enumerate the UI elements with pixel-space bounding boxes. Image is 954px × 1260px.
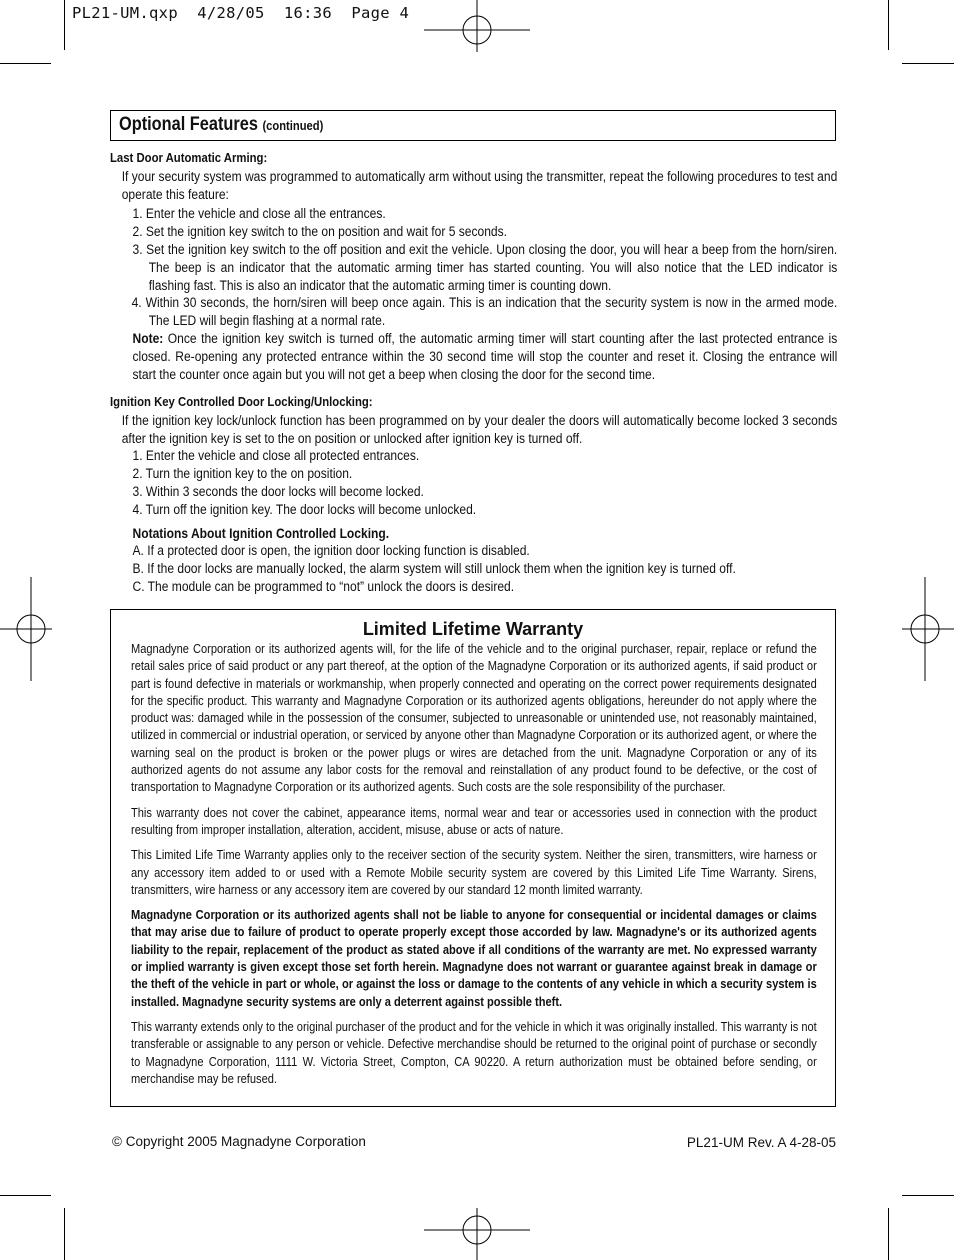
warranty-paragraph: This warranty does not cover the cabinet, appearance items, normal wear and tear or accessories used in connection with the product resulting from improper installation, alteration, accident, misuse, abuse or acts of nature. bbox=[131, 805, 817, 837]
warranty-box bbox=[110, 609, 836, 1107]
warranty-title: Limited Lifetime Warranty bbox=[362, 619, 584, 639]
section-last-door-arming bbox=[110, 150, 838, 383]
section2-heading: Ignition Key Controlled Door Locking/Unlocking: bbox=[110, 395, 373, 409]
registration-mark-right bbox=[898, 577, 954, 681]
warranty-paragraph: This Limited Life Time Warranty applies only to the receiver section of the security system. Neither the siren, transmitters, wire harness or any accessory item added to or used with a Remote Mobile security system are covered by this Limited Life Time Warranty. Sirens, transmitters, wire harness or any accessory item are covered by our standard 12 month limited warranty. bbox=[131, 848, 817, 897]
footer-copyright: © Copyright 2005 Magnadyne Corporation bbox=[112, 1134, 366, 1149]
note-label: Note: bbox=[132, 330, 164, 346]
section2-step: 4. Turn off the ignition key. The door locks will become unlocked. bbox=[132, 501, 477, 517]
notations-heading: Notations About Ignition Controlled Locking. bbox=[132, 525, 390, 541]
section-header-box bbox=[110, 110, 836, 141]
note-text: Once the ignition key switch is turned off, the automatic arming timer will start counting after the last protected entrance is closed. Re-opening any protected entrance within the 30 second time will stop the counter and reset it. Closing the entrance will start the counter once again but you will not get a beep when closing the door for the second time. bbox=[132, 330, 838, 382]
section-title-sub: (continued) bbox=[262, 118, 324, 133]
notation-item: C. The module can be programmed to “not” unlock the doors is desired. bbox=[132, 578, 515, 594]
registration-mark-bottom bbox=[424, 1205, 530, 1260]
footer-doc-id: PL21-UM Rev. A 4-28-05 bbox=[686, 1135, 836, 1150]
warranty-paragraph: Magnadyne Corporation or its authorized agents will, for the life of the vehicle and to the original purchaser, repair, replace or refund the retail sales price of said product or any part thereof, at the option of the Magnadyne Corporation or its authorized agents, if said product or part is found defective in materials or workmanship, when properly connected and operating on the correct power requirements designated for the specific product. This warranty and Magnadyne Corporation or its authorized agents obligations, hereunder do not apply where the product was: damaged while in the possession of the consumer, subjected to unreasonable or unintended use, not reasonably maintained, utilized in commercial or industrial operation, or serviced by anyone other than Magnadyne Corporation or its authorized agent, or where the warning seal on the product is broken or the power plugs or wires are detached from the unit. Magnadyne Corporation or any of its authorized agents do not assume any labor costs for the removal and reinstallation of any product found to be defective, or the cost of transportation to Magnadyne Corporation or its authorized agents. Such costs are the sole responsibility of the purchaser. bbox=[131, 642, 817, 795]
section1-note bbox=[110, 330, 837, 383]
section2-step: 2. Turn the ignition key to the on position. bbox=[132, 466, 353, 482]
section1-step: 2. Set the ignition key switch to the on position and wait for 5 seconds. bbox=[132, 224, 507, 240]
section-title bbox=[119, 114, 323, 136]
section2-step: 1. Enter the vehicle and close all protected entrances. bbox=[132, 448, 420, 464]
print-slug: PL21-UM.qxp 4/28/05 16:36 Page 4 bbox=[72, 4, 410, 22]
warranty-body bbox=[131, 641, 817, 1096]
section-title-main: Optional Features bbox=[119, 114, 258, 135]
section1-intro: If your security system was programmed to automatically arm without using the transmitter, repeat the following procedures to test and operate this feature: bbox=[121, 168, 838, 202]
registration-mark-top bbox=[424, 0, 530, 56]
section1-step: 4. Within 30 seconds, the horn/siren will beep once again. This is an indication that the security system is now in the armed mode. The LED will begin flashing at a normal rate. bbox=[131, 295, 838, 329]
section2-intro: If the ignition key lock/unlock function has been programmed on by your dealer the doors will automatically become locked 3 seconds after the ignition key is set to the on position or unlocked after ignition key is turned off. bbox=[121, 412, 838, 446]
section1-heading: Last Door Automatic Arming: bbox=[110, 151, 268, 165]
section-ignition-locking bbox=[110, 394, 838, 596]
section1-step: 3. Set the ignition key switch to the off position and exit the vehicle. Upon closing the door, you will hear a beep from the horn/siren. The beep is an indicator that the automatic arming timer has started counting. You will also notice that the LED indicator is flashing fast. This is also an indicator that the automatic arming timer is counting down. bbox=[132, 241, 838, 293]
section2-step: 3. Within 3 seconds the door locks will become locked. bbox=[132, 483, 424, 499]
notation-item: A. If a protected door is open, the ignition door locking function is disabled. bbox=[132, 543, 530, 559]
warranty-paragraph-disclaimer: Magnadyne Corporation or its authorized agents shall not be liable to anyone for consequential or incidental damages or claims that may arise due to failure of product to operate properly except those accorded by law. Magnadyne's or its authorized agents liability to the repair, replacement of the product as stated above if all conditions of the warranty are met. No expressed warranty or implied warranty is given except those set forth herein. Magnadyne does not warrant or guarantee against break in damage or the theft of the vehicle in part or whole, or against the loss or damage to the contents of any vehicle in which a security system is installed. Magnadyne security systems are only a deterrent against possible theft. bbox=[131, 908, 817, 1009]
section1-step: 1. Enter the vehicle and close all the entrances. bbox=[132, 206, 386, 222]
registration-mark-left bbox=[0, 577, 56, 681]
notation-item: B. If the door locks are manually locked, the alarm system will still unlock them when the ignition key is turned off. bbox=[132, 561, 736, 577]
warranty-paragraph: This warranty extends only to the original purchaser of the product and for the vehicle in which it was originally installed. This warranty is not transferable or assignable to any person or vehicle. Defective merchandise should be returned to the original point of purchase or secondly to Magnadyne Corporation, 1111 W. Victoria Street, Compton, CA 90220. A return authorization must be obtained before sending, or merchandise may be refused. bbox=[131, 1019, 817, 1086]
